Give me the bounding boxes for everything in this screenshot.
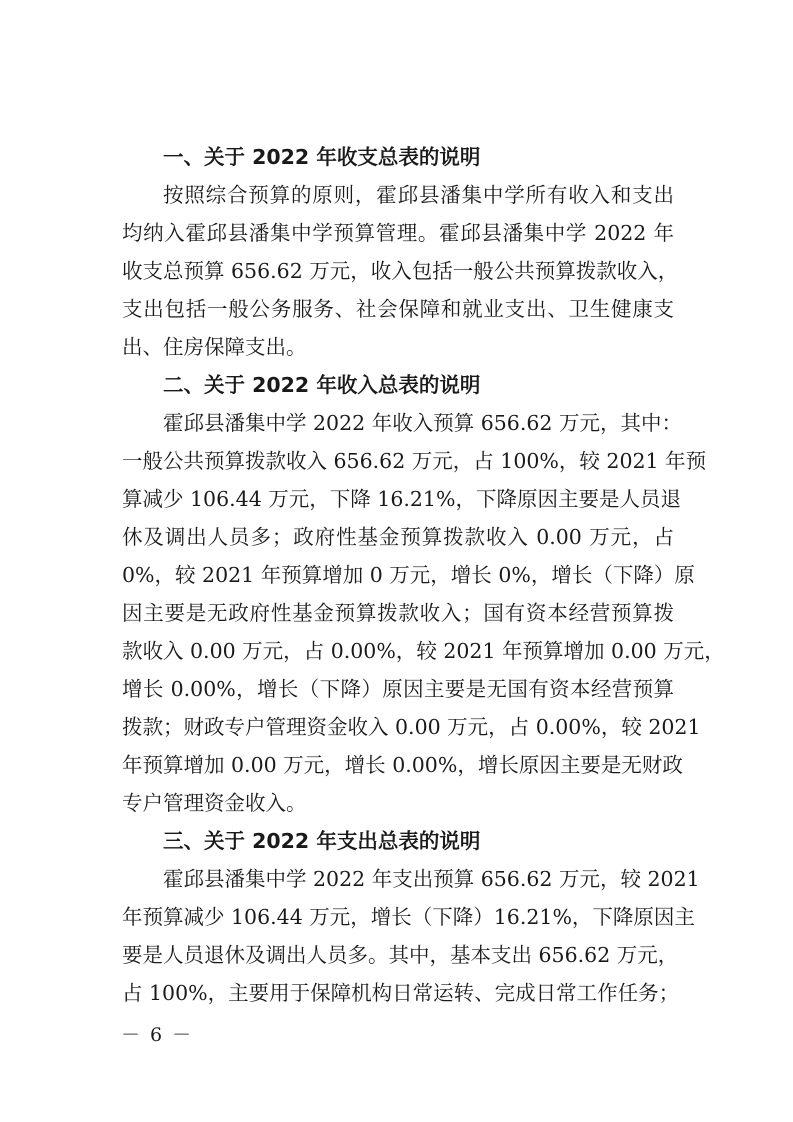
paragraph-line: 均纳入霍邱县潘集中学预算管理。霍邱县潘集中学 2022 年 [122,221,674,245]
paragraph-line: 按照综合预算的原则，霍邱县潘集中学所有收入和支出 [163,183,674,207]
paragraph-line: 霍邱县潘集中学 2022 年收入预算 656.62 万元，其中： [163,411,682,435]
paragraph-line: 算减少 106.44 万元，下降 16.21%，下降原因主要是人员退 [122,487,681,511]
document-body [122,138,725,1012]
paragraph-line: 因主要是无政府性基金预算拨款收入；国有资本经营预算拨 [122,601,674,625]
paragraph-line: 收支总预算 656.62 万元，收入包括一般公共预算拨款收入， [122,259,679,283]
section-heading-3: 三、关于 2022 年支出总表的说明 [163,829,481,853]
paragraph-line: 年预算减少 106.44 万元，增长（下降）16.21%，下降原因主 [122,905,695,929]
paragraph-line: 一般公共预算拨款收入 656.62 万元，占 100%，较 2021 年预 [122,449,707,473]
paragraph-line: 霍邱县潘集中学 2022 年支出预算 656.62 万元，较 2021 [163,867,700,891]
section-heading-2: 二、关于 2022 年收入总表的说明 [163,373,481,397]
paragraph-line: 专户管理资金收入。 [122,791,307,815]
paragraph-line: 拨款；财政专户管理资金收入 0.00 万元，占 0.00%，较 2021 [122,715,701,739]
paragraph-line: 0%，较 2021 年预算增加 0 万元，增长 0%，增长（下降）原 [122,563,695,587]
page-number: － 6 － [121,1024,194,1046]
section-heading-1: 一、关于 2022 年收支总表的说明 [163,145,481,169]
paragraph-line: 占 100%，主要用于保障机构日常运转、完成日常工作任务； [122,981,680,1005]
paragraph-line: 出、住房保障支出。 [122,335,307,359]
paragraph-line: 年预算增加 0.00 万元，增长 0.00%，增长原因主要是无财政 [122,753,683,777]
paragraph-line: 增长 0.00%，增长（下降）原因主要是无国有资本经营预算 [122,677,674,701]
paragraph-line: 休及调出人员多；政府性基金预算拨款收入 0.00 万元，占 [122,525,674,549]
paragraph-line: 要是人员退休及调出人员多。其中，基本支出 656.62 万元， [122,943,679,967]
paragraph-line: 支出包括一般公务服务、社会保障和就业支出、卫生健康支 [122,297,674,321]
paragraph-line: 款收入 0.00 万元，占 0.00%，较 2021 年预算增加 0.00 万元， [122,639,725,663]
